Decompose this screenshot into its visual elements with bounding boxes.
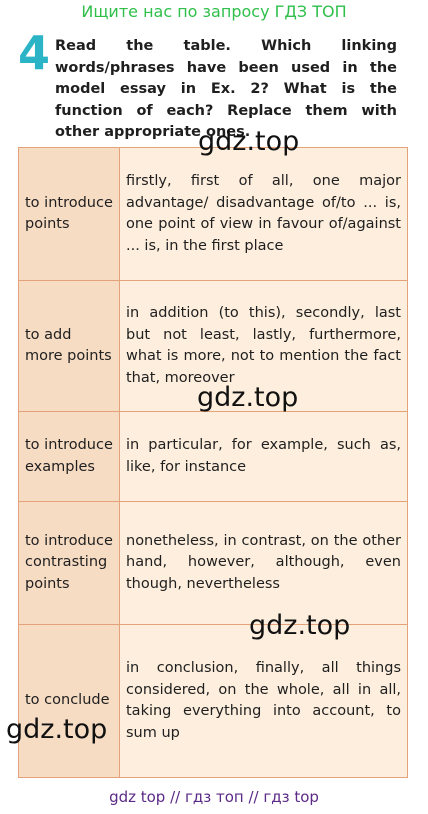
table-row — [19, 625, 408, 778]
linking-words-table — [18, 147, 408, 778]
row-linking-phrases: in conclusion, finally, all things considered, on the whole, all in all, taking everything into account, to sum up — [120, 625, 408, 778]
search-banner: Ищите нас по запросу ГДЗ ТОП — [81, 2, 347, 21]
task-instructions: Read the table. Which linking words/phrases have been used in the model essay in Ex. 2? What is the function of each? Replace them with other appropriate ones. — [55, 38, 397, 140]
row-function-label: to introduce contrasting points — [19, 502, 120, 625]
row-function-label: to introduce points — [19, 148, 120, 281]
task-number: 4 — [18, 26, 51, 80]
row-linking-phrases: in particular, for example, such as, like, for instance — [120, 412, 408, 502]
watermark: gdz.top — [197, 382, 299, 413]
row-function-label: to add more points — [19, 281, 120, 412]
row-linking-phrases: firstly, first of all, one major advantage/ disadvantage of/to ... is, one point of view in favour of/against ... is, in the first place — [120, 148, 408, 281]
watermark: gdz.top — [6, 714, 108, 745]
row-linking-phrases: in addition (to this), secondly, last but not least, lastly, furthermore, what is more, not to mention the fact that, moreover — [120, 281, 408, 412]
row-function-label: to conclude — [19, 625, 120, 778]
footer-links: gdz top // гдз топ // гдз top — [109, 788, 319, 806]
table-row — [19, 148, 408, 281]
table-row — [19, 412, 408, 502]
watermark: gdz.top — [198, 126, 300, 157]
table-row — [19, 502, 408, 625]
row-linking-phrases: nonetheless, in contrast, on the other hand, however, although, even though, nevertheless — [120, 502, 408, 625]
watermark: gdz.top — [249, 610, 351, 641]
row-function-label: to introduce examples — [19, 412, 120, 502]
